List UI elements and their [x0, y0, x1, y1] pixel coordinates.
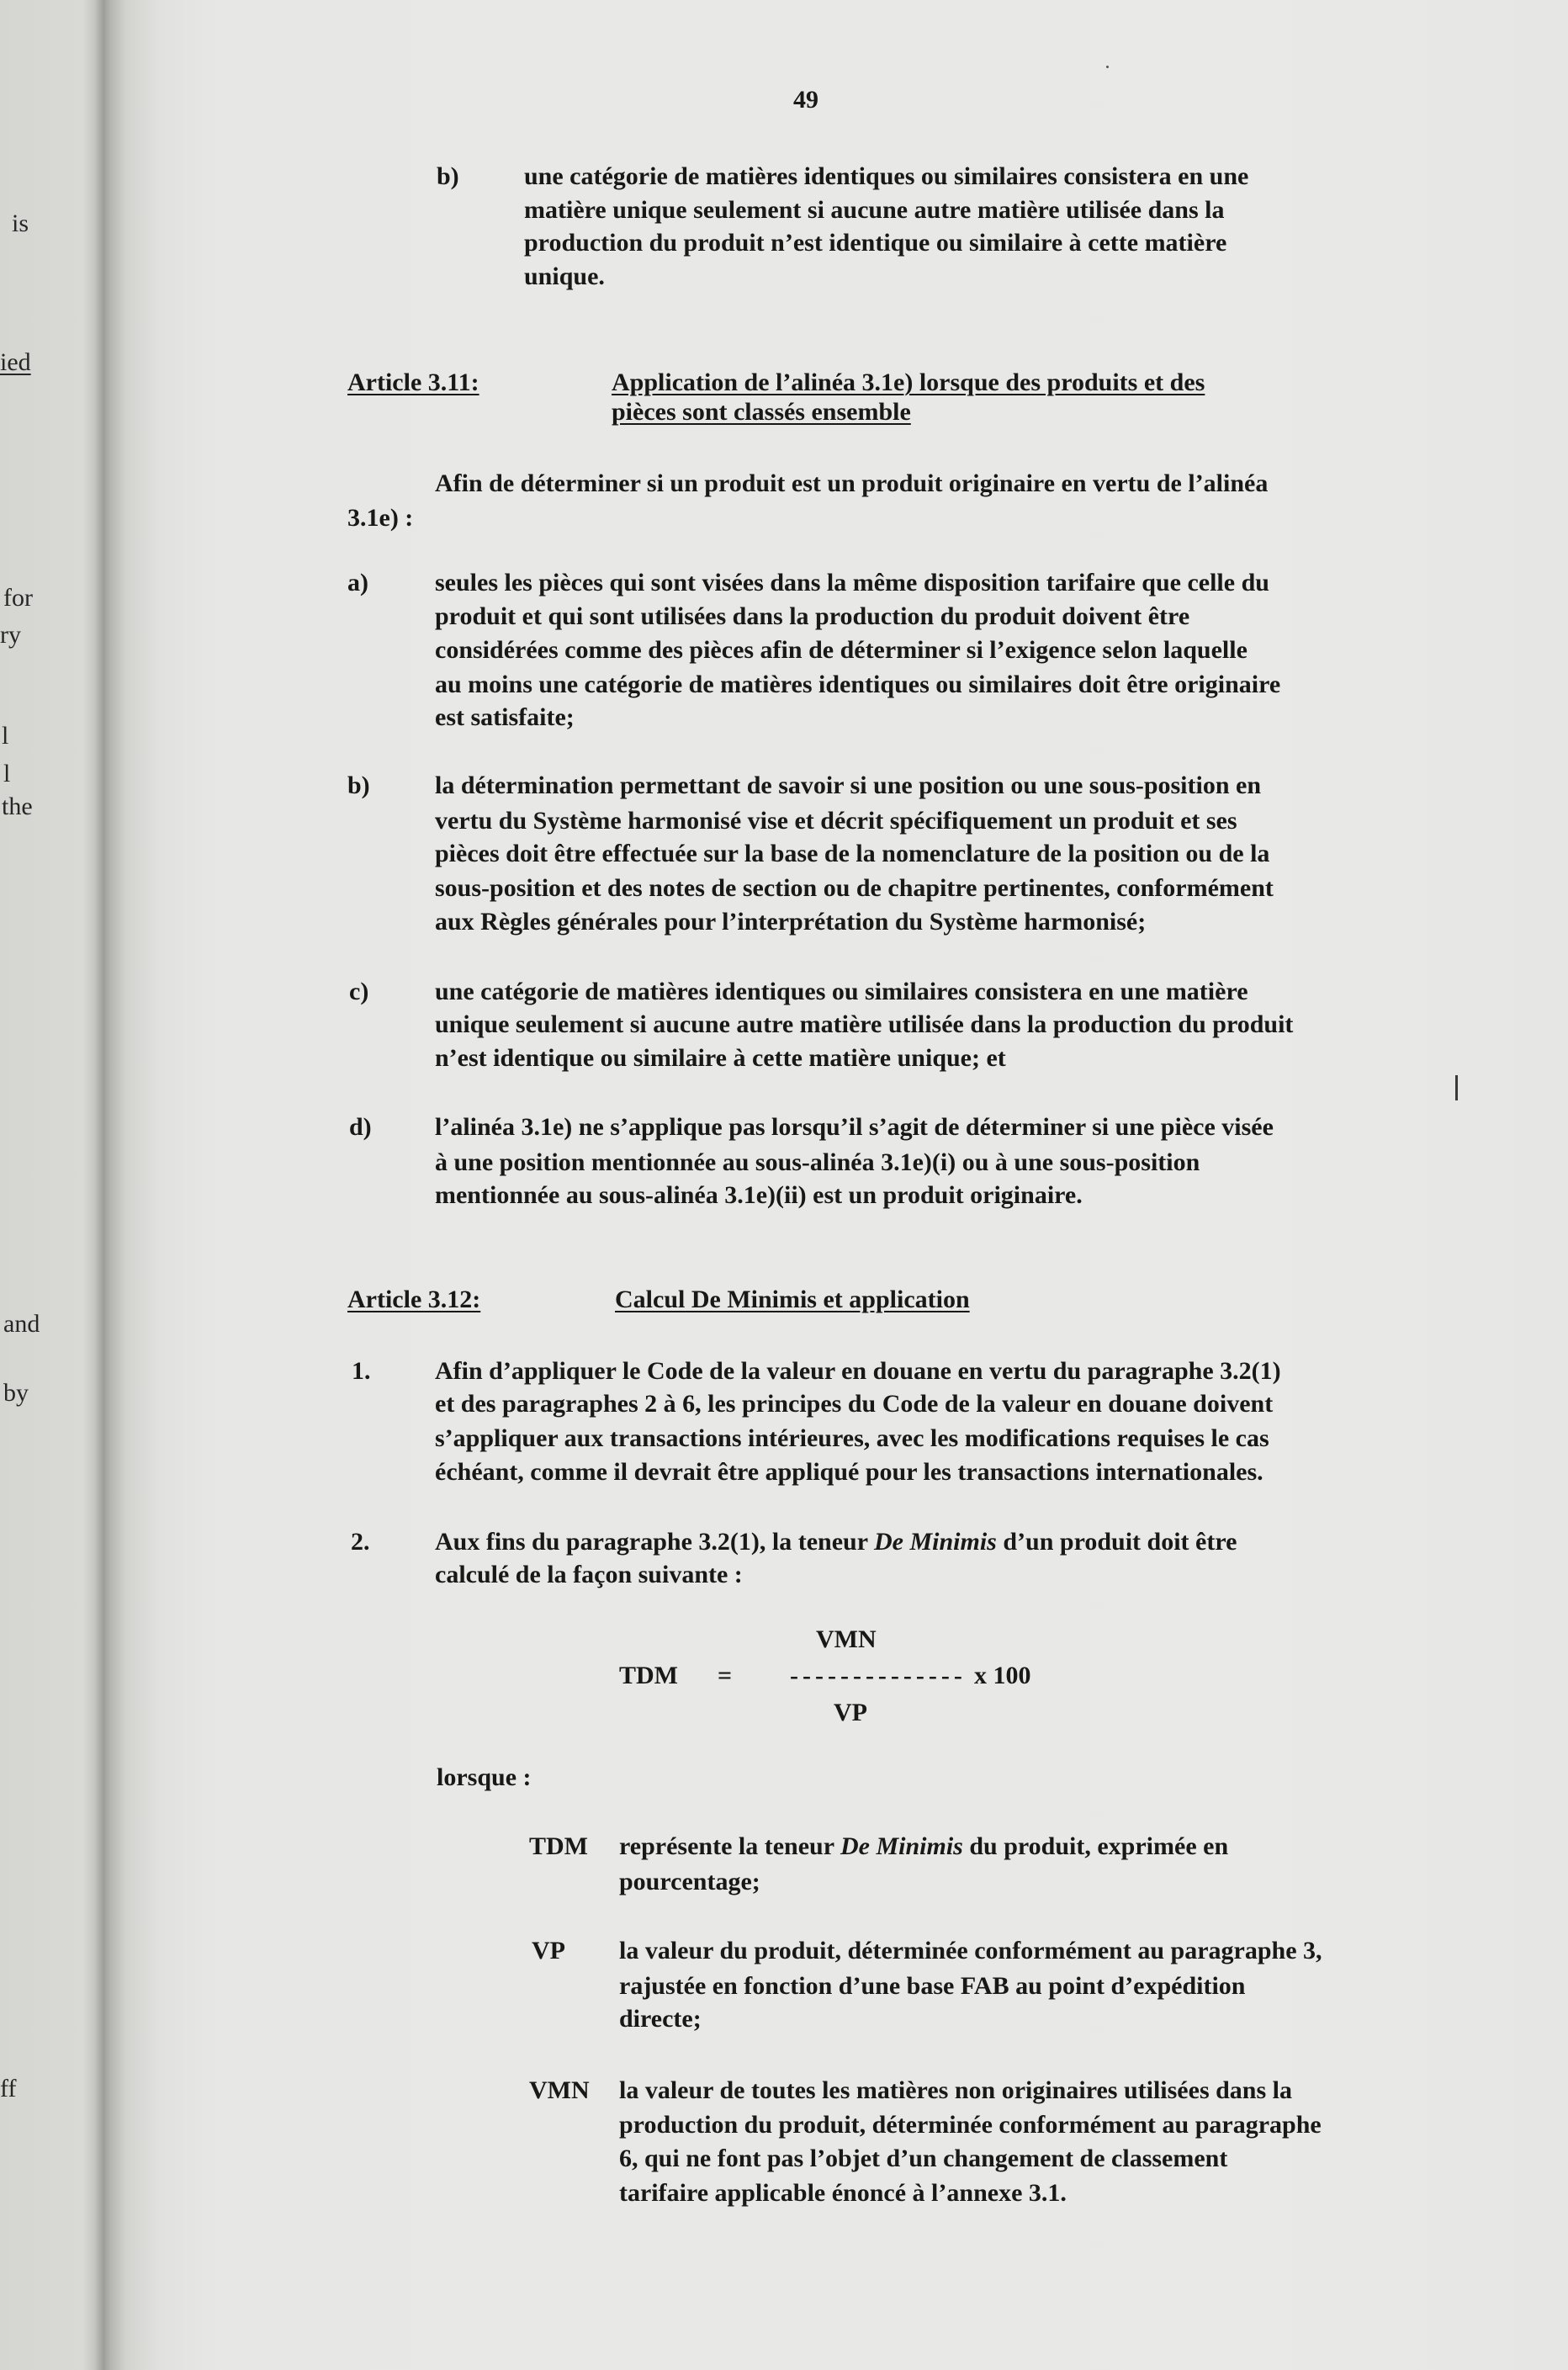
text-line: sous-position et des notes de section ou de chapitre pertinentes, conformément	[435, 874, 1274, 902]
margin-fragment: ff	[0, 2075, 17, 2102]
formula-lhs: TDM	[619, 1662, 678, 1689]
text-line: l’alinéa 3.1e) ne s’applique pas lorsqu’il s’agit de déterminer si une pièce visée	[435, 1113, 1274, 1141]
article-title: Calcul De Minimis et application	[615, 1286, 970, 1313]
text-line: unique seulement si aucune autre matière utilisée dans la production du produit	[435, 1010, 1294, 1038]
list-label: a)	[347, 569, 368, 596]
definition-line: rajustée en fonction d’une base FAB au point d’expédition	[619, 1972, 1246, 2000]
text-line: calculé de la façon suivante :	[435, 1561, 743, 1588]
text-line: production du produit n’est identique ou similaire à cette matière	[524, 229, 1227, 257]
article-heading: Article 3.12:	[347, 1286, 481, 1313]
definition-term: VP	[532, 1937, 565, 1964]
where-label: lorsque :	[437, 1763, 532, 1791]
paragraph-number: 2.	[351, 1528, 370, 1556]
text-line: Afin d’appliquer le Code de la valeur en douane en vertu du paragraphe 3.2(1)	[435, 1357, 1281, 1385]
list-label: c)	[349, 978, 369, 1005]
margin-fragment: by	[3, 1379, 29, 1407]
definition-line: la valeur du produit, déterminée conformément au paragraphe 3,	[619, 1937, 1322, 1964]
definition-line: la valeur de toutes les matières non originaires utilisées dans la	[619, 2076, 1292, 2104]
definition-line: 6, qui ne font pas l’objet d’un changement de classement	[619, 2145, 1228, 2172]
text-line: pièces doit être effectuée sur la base de la nomenclature de la position ou de la	[435, 840, 1270, 867]
text-line: seules les pièces qui sont visées dans la même disposition tarifaire que celle du	[435, 569, 1269, 596]
article-title: pièces sont classés ensemble	[612, 398, 911, 426]
text-line: la détermination permettant de savoir si une position ou une sous-position en	[435, 771, 1262, 799]
margin-fragment: the	[2, 793, 33, 820]
formula-denominator: VP	[834, 1699, 867, 1726]
text-line: échéant, comme il devrait être appliqué pour les transactions internationales.	[435, 1458, 1263, 1486]
list-label: b)	[347, 771, 370, 799]
list-label: d)	[349, 1113, 372, 1141]
italic-term: De Minimis	[840, 1832, 963, 1860]
intro-line: Afin de déterminer si un produit est un produit originaire en vertu de l’alinéa	[435, 469, 1269, 497]
text-line: n’est identique ou similaire à cette matière unique; et	[435, 1044, 1006, 1072]
margin-fragment: l	[2, 722, 9, 750]
definition-line: pourcentage;	[619, 1868, 760, 1895]
definition-term: VMN	[529, 2076, 590, 2104]
margin-fragment: ry	[0, 621, 21, 649]
article-title: Application de l’alinéa 3.1e) lorsque des produits et des	[612, 368, 1205, 396]
text-line: produit et qui sont utilisées dans la production du produit doivent être	[435, 602, 1190, 630]
margin-fragment: and	[3, 1310, 40, 1338]
text-segment: Aux fins du paragraphe 3.2(1), la teneur	[435, 1528, 874, 1556]
intro-line: 3.1e) :	[347, 504, 414, 532]
paragraph-number: 1.	[352, 1357, 371, 1385]
article-heading: Article 3.11:	[347, 368, 479, 396]
text-line: vertu du Système harmonisé vise et décrit spécifiquement un produit et ses	[435, 807, 1237, 835]
margin-fragment: for	[3, 584, 33, 612]
definition-line: production du produit, déterminée conformément au paragraphe	[619, 2111, 1322, 2139]
text-segment: du produit, exprimée en	[962, 1832, 1229, 1860]
margin-fragment: l	[3, 760, 11, 787]
text-line: s’appliquer aux transactions intérieures, avec les modifications requises le cas	[435, 1424, 1269, 1452]
margin-fragment: ied	[0, 348, 31, 376]
text-line: et des paragraphes 2 à 6, les principes du Code de la valeur en douane doivent	[435, 1390, 1274, 1418]
formula-equals: =	[718, 1662, 733, 1689]
definition-line: tarifaire applicable énoncé à l’annexe 3.1.	[619, 2179, 1067, 2207]
text-line: considérées comme des pièces afin de déterminer si l’exigence selon laquelle	[435, 636, 1248, 664]
formula-fraction-bar: --------------	[790, 1662, 967, 1689]
text-line: mentionnée au sous-alinéa 3.1e)(ii) est un produit originaire.	[435, 1181, 1083, 1209]
list-label: b)	[437, 162, 459, 190]
italic-term: De Minimis	[873, 1528, 997, 1556]
pen-mark	[1455, 1075, 1458, 1100]
page-number: 49	[793, 86, 818, 114]
text-segment: représente la teneur	[619, 1832, 840, 1860]
text-line: matière unique seulement si aucune autre matière utilisée dans la	[524, 196, 1225, 224]
text-line: unique.	[524, 262, 605, 290]
text-line: à une position mentionnée au sous-alinéa 3.1e)(i) ou à une sous-position	[435, 1148, 1200, 1176]
text-line: aux Règles générales pour l’interprétation du Système harmonisé;	[435, 908, 1147, 936]
ink-speck	[1106, 66, 1109, 68]
margin-fragment: is	[12, 209, 29, 237]
text-line: est satisfaite;	[435, 703, 575, 731]
formula-multiplier: x 100	[974, 1662, 1031, 1689]
text-line: une catégorie de matières identiques ou similaires consistera en une	[524, 162, 1249, 190]
text-line: au moins une catégorie de matières identiques ou similaires doit être originaire	[435, 671, 1281, 698]
text-line: une catégorie de matières identiques ou similaires consistera en une matière	[435, 978, 1248, 1005]
definition-line: directe;	[619, 2005, 702, 2033]
definition-line	[619, 1830, 1228, 1864]
definition-term: TDM	[529, 1832, 588, 1860]
text-segment: d’un produit doit être	[996, 1528, 1237, 1556]
formula-numerator: VMN	[816, 1625, 877, 1653]
text-line	[435, 1525, 1237, 1559]
